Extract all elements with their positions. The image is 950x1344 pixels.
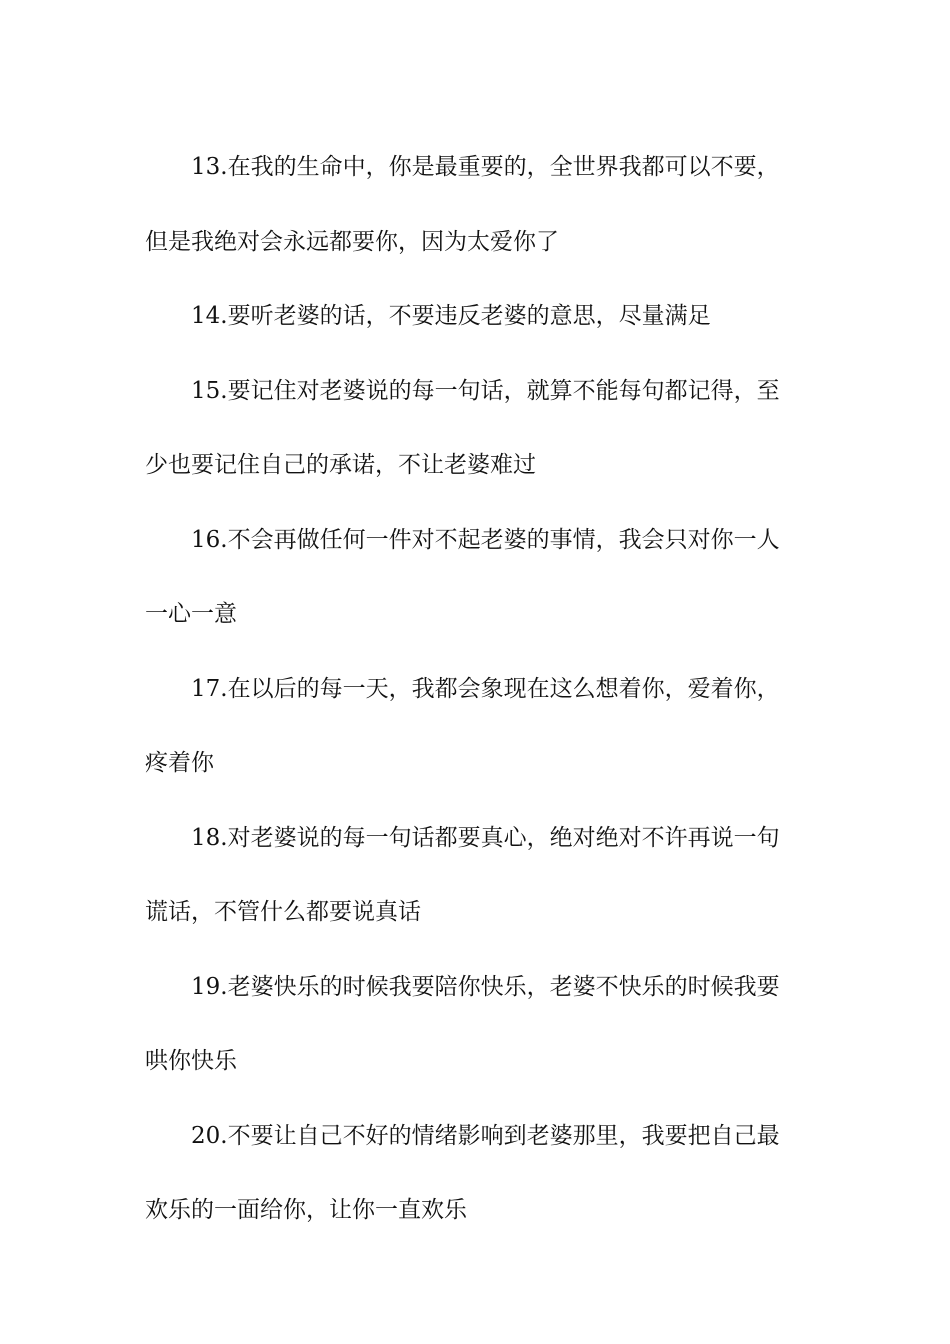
paragraph-20-line-1: 20.不要让自己不好的情绪影响到老婆那里，我要把自己最 bbox=[191, 1122, 780, 1149]
paragraph-16 bbox=[145, 503, 810, 652]
paragraph-17-line-1: 17.在以后的每一天，我都会象现在这么想着你，爱着你， bbox=[191, 675, 780, 702]
document-body bbox=[145, 130, 810, 1248]
paragraph-16-line-2: 一心一意 bbox=[145, 601, 237, 627]
paragraph-20 bbox=[145, 1099, 810, 1248]
paragraph-16-line-1: 16.不会再做任何一件对不起老婆的事情，我会只对你一人 bbox=[191, 526, 780, 553]
paragraph-17-line-2: 疼着你 bbox=[145, 750, 214, 776]
paragraph-20-line-2: 欢乐的一面给你，让你一直欢乐 bbox=[145, 1197, 467, 1223]
paragraph-15-line-2: 少也要记住自己的承诺，不让老婆难过 bbox=[145, 452, 536, 478]
paragraph-13 bbox=[145, 130, 810, 279]
paragraph-14-line-1: 14.要听老婆的话，不要违反老婆的意思，尽量满足 bbox=[191, 303, 711, 329]
paragraph-19 bbox=[145, 950, 810, 1099]
paragraph-19-line-2: 哄你快乐 bbox=[145, 1048, 237, 1074]
paragraph-17 bbox=[145, 652, 810, 801]
paragraph-13-line-2: 但是我绝对会永远都要你，因为太爱你了 bbox=[145, 228, 559, 255]
paragraph-14 bbox=[145, 279, 810, 354]
paragraph-18 bbox=[145, 801, 810, 950]
paragraph-18-line-1: 18.对老婆说的每一句话都要真心，绝对绝对不许再说一句 bbox=[191, 824, 780, 851]
paragraph-18-line-2: 谎话，不管什么都要说真话 bbox=[145, 899, 421, 925]
paragraph-13-line-1: 13.在我的生命中，你是最重要的，全世界我都可以不要， bbox=[191, 154, 780, 180]
paragraph-19-line-1: 19.老婆快乐的时候我要陪你快乐，老婆不快乐的时候我要 bbox=[191, 973, 780, 1000]
paragraph-15 bbox=[145, 354, 810, 503]
paragraph-15-line-1: 15.要记住对老婆说的每一句话，就算不能每句都记得，至 bbox=[191, 377, 780, 404]
